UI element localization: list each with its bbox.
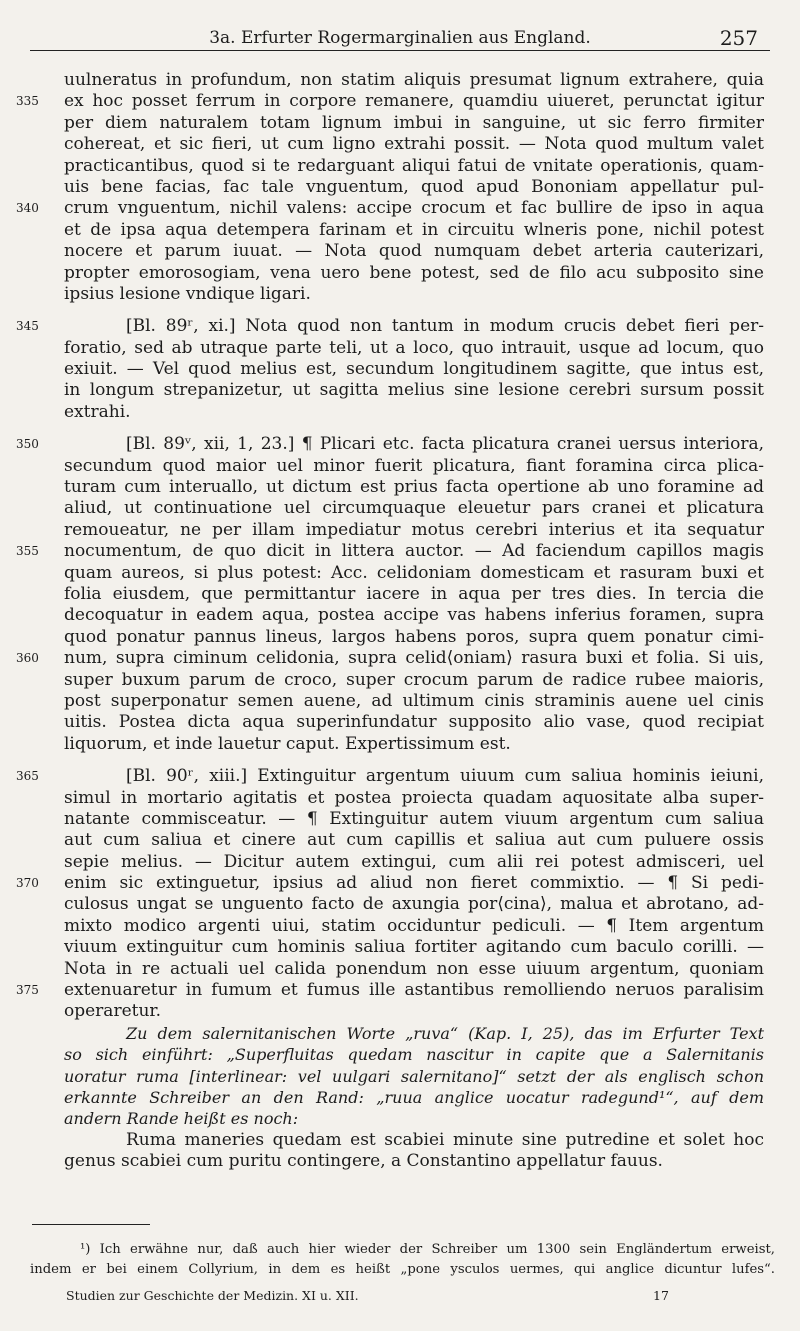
text-line xyxy=(16,316,764,337)
line-text: natante commisceatur. — ¶ Extinguitur autem viuum argentum cum saliua xyxy=(64,808,764,829)
text-line xyxy=(64,220,764,241)
line-text: et de ipsa aqua detempera farinam et in circuitu wlneris pone, nichil potest xyxy=(64,219,764,240)
footnote-rule xyxy=(32,1224,150,1225)
text-line xyxy=(64,670,764,691)
text-line xyxy=(16,541,764,562)
footnote-line: indem er bei einem Collyrium, in dem es heißt „pone ysculos uermes, qui anglice dicuntur lufes“. xyxy=(30,1262,775,1277)
line-text: nocere et parum iuuat. — Nota quod numquam debet arteria cauterizari, xyxy=(64,241,764,262)
line-text: [Bl. 89ʳ, xi.] Nota quod non tantum in modum crucis debet fieri per- xyxy=(126,316,764,337)
line-text: ex hoc posset ferrum in corpore remanere, quamdiu uiueret, perunctat igitur xyxy=(64,91,764,112)
text-line xyxy=(64,498,764,519)
text-line xyxy=(64,937,764,958)
line-number: 355 xyxy=(16,544,39,559)
line-number: 335 xyxy=(16,94,39,109)
bottom-line xyxy=(66,1288,669,1303)
text-line xyxy=(64,712,764,733)
line-text: extenuaretur in fumum et fumus ille astantibus remolliendo neruos paralisim xyxy=(64,980,764,1001)
footnote-line: ¹) Ich erwähne nur, daß auch hier wieder der Schreiber um 1300 sein Engländertum erweist, xyxy=(80,1242,775,1257)
text-line xyxy=(64,113,764,134)
line-text: operaretur. xyxy=(64,1001,162,1022)
line-number: 370 xyxy=(16,876,39,891)
line-text: practicantibus, quod si te redarguant aliqui fatui de vnitate operationis, quam- xyxy=(64,155,764,176)
line-text: nocumentum, de quo dicit in littera auctor. — Ad faciendum capillos magis xyxy=(64,541,764,562)
line-number: 365 xyxy=(16,769,39,784)
line-text: post superponatur semen auene, ad ultimum cinis straminis auene uel cinis xyxy=(64,690,764,711)
series-title: Studien zur Geschichte der Medizin. XI u. XII. xyxy=(66,1288,359,1303)
line-text: decoquatur in eadem aqua, postea accipe vas habens inferius foramen, supra xyxy=(64,605,764,626)
line-text: erkannte Schreiber an den Rand: „ruua anglice uocatur radegund¹“, auf dem xyxy=(64,1087,764,1107)
line-text: uitis. Postea dicta aqua superinfundatur supposito alio vase, quod recipiat xyxy=(64,712,764,733)
text-line xyxy=(16,766,764,787)
sheet-signature: 17 xyxy=(653,1288,669,1303)
line-text: mixto modico argenti uiui, statim occiduntur pediculi. — ¶ Item argentum xyxy=(64,915,764,936)
text-line xyxy=(64,520,764,541)
line-text: viuum extinguitur cum hominis saliua fortiter agitando cum baculo corilli. — xyxy=(64,937,764,958)
line-text: crum vnguentum, nichil valens: accipe crocum et fac bullire de ipso in aqua xyxy=(64,198,764,219)
text-line xyxy=(64,359,764,380)
text-line xyxy=(64,852,764,873)
text-line xyxy=(64,691,764,712)
text-line xyxy=(16,91,764,112)
text-line xyxy=(64,1087,764,1108)
page-number: 257 xyxy=(719,26,758,50)
line-text: so sich einführt: „Superfluitas quedam nascitur in capite que a Salernitanis xyxy=(64,1045,764,1065)
text-line xyxy=(64,959,764,980)
text-line xyxy=(64,1108,764,1129)
line-text: uis bene facias, fac tale vnguentum, quod apud Bononiam appellatur pul- xyxy=(64,176,764,197)
line-text: liquorum, et inde lauetur caput. Expertissimum est. xyxy=(64,733,511,754)
text-line xyxy=(64,1001,764,1022)
text-line xyxy=(16,198,764,219)
line-text: foratio, sed ab utraque parte teli, ut a loco, quo intrauit, usque ad locum, quo xyxy=(64,337,764,358)
paragraph-gap xyxy=(64,305,764,316)
text-line xyxy=(64,563,764,584)
text-line xyxy=(64,380,764,401)
line-text: genus scabiei cum puritu contingere, a Constantino appellatur fauus. xyxy=(64,1151,663,1172)
line-text: quam aureos, si plus potest: Acc. celidoniam domesticam et rasuram buxi et xyxy=(64,562,764,583)
line-text: uoratur ruma [interlinear: vel uulgari salernitano]“ setzt der als englisch schon xyxy=(64,1066,764,1086)
text-line xyxy=(16,648,764,669)
text-line xyxy=(64,70,764,91)
text-line xyxy=(64,1044,764,1065)
text-line xyxy=(64,809,764,830)
line-text: remoueatur, ne per illam impediatur motus cerebri interius et ita sequatur xyxy=(64,519,764,540)
text-line xyxy=(64,627,764,648)
line-text: super buxum parum de croco, super crocum parum de radice rubee maioris, xyxy=(64,669,764,690)
line-text: [Bl. 90ʳ, xiii.] Extinguitur argentum uiuum cum saliua hominis ieiuni, xyxy=(126,766,764,787)
running-header xyxy=(30,24,770,51)
text-line xyxy=(64,1023,764,1044)
line-text: cohereat, et sic fieri, ut cum ligno extrahi possit. — Nota quod multum valet xyxy=(64,134,764,155)
text-line xyxy=(16,873,764,894)
text-line xyxy=(64,284,764,305)
text-line xyxy=(64,241,764,262)
text-line xyxy=(16,434,764,455)
text-line xyxy=(64,402,764,423)
line-text: folia eiusdem, que permittantur iacere in aqua per tres dies. In tercia die xyxy=(64,583,764,604)
line-text: [Bl. 89ᵛ, xii, 1, 23.] ¶ Plicari etc. facta plicatura cranei uersus interiora, xyxy=(126,434,764,455)
line-text: propter emorosogiam, vena uero bene potest, sed de filo acu subposito sine xyxy=(64,262,764,283)
footnote xyxy=(30,1240,775,1280)
line-number: 375 xyxy=(16,983,39,998)
line-number: 350 xyxy=(16,437,39,452)
text-body xyxy=(16,70,764,1173)
line-text: ipsius lesione vndique ligari. xyxy=(64,283,311,304)
line-number: 360 xyxy=(16,651,39,666)
text-line xyxy=(64,177,764,198)
text-line xyxy=(64,734,764,755)
line-number: 340 xyxy=(16,201,39,216)
text-line xyxy=(64,1066,764,1087)
line-text: andern Rande heißt es noch: xyxy=(64,1109,299,1129)
text-line xyxy=(64,584,764,605)
text-line xyxy=(64,1151,764,1172)
line-text: per diem naturalem totam lignum imbui in sanguine, ut sic ferro firmiter xyxy=(64,112,764,133)
line-text: uulneratus in profundum, non statim aliquis presumat lignum extrahere, quia xyxy=(64,70,764,90)
line-text: Zu dem salernitanischen Worte „ruva“ (Kap. I, 25), das im Erfurter Text xyxy=(126,1023,764,1043)
line-text: Nota in re actuali uel calida ponendum non esse uiuum argentum, quoniam xyxy=(64,958,764,979)
text-line xyxy=(64,338,764,359)
line-text: in longum strepanizetur, ut sagitta melius sine lesione cerebri sursum possit xyxy=(64,380,764,401)
line-text: turam cum interuallo, ut dictum est prius facta opertione ab uno foramine ad xyxy=(64,477,764,498)
line-text: exiuit. — Vel quod melius est, secundum longitudinem sagitte, que intus est, xyxy=(64,359,764,380)
line-number: 345 xyxy=(16,319,39,334)
text-line xyxy=(64,830,764,851)
text-line xyxy=(64,456,764,477)
text-line xyxy=(64,1130,764,1151)
line-text: sepie melius. — Dicitur autem extingui, cum alii rei potest admisceri, uel xyxy=(64,851,764,872)
text-line xyxy=(64,477,764,498)
line-text: simul in mortario agitatis et postea proiecta quadam aquositate alba super- xyxy=(64,787,764,808)
text-line xyxy=(64,894,764,915)
line-text: secundum quod maior uel minor fuerit plicatura, fiant foramina circa plica- xyxy=(64,455,764,476)
text-line xyxy=(64,263,764,284)
line-text: extrahi. xyxy=(64,401,131,422)
line-text: num, supra ciminum celidonia, supra celid⟨oniam⟩ rasura buxi et folia. Si uis, xyxy=(64,648,764,669)
line-text: aliud, ut continuatione uel circumquaque eleuetur pars cranei et plicatura xyxy=(64,498,764,519)
text-line xyxy=(64,916,764,937)
paragraph-gap xyxy=(64,755,764,766)
paragraph-gap xyxy=(64,423,764,434)
text-line xyxy=(64,134,764,155)
line-text: enim sic extinguetur, ipsius ad aliud non fieret commixtio. — ¶ Si pedi- xyxy=(64,873,764,894)
line-text: culosus ungat se unguento facto de axungia por⟨cina⟩, malua et abrotano, ad- xyxy=(64,894,764,915)
text-line xyxy=(16,980,764,1001)
text-line xyxy=(64,605,764,626)
line-text: aut cum saliua et cinere aut cum capillis et saliua aut cum puluere ossis xyxy=(64,830,764,851)
text-line xyxy=(64,156,764,177)
running-title: 3a. Erfurter Rogermarginalien aus England. xyxy=(209,28,591,48)
line-text: Ruma maneries quedam est scabiei minute sine putredine et solet hoc xyxy=(126,1129,764,1150)
line-text: quod ponatur pannus lineus, largos habens poros, supra quem ponatur cimi- xyxy=(64,626,764,647)
text-line xyxy=(64,788,764,809)
